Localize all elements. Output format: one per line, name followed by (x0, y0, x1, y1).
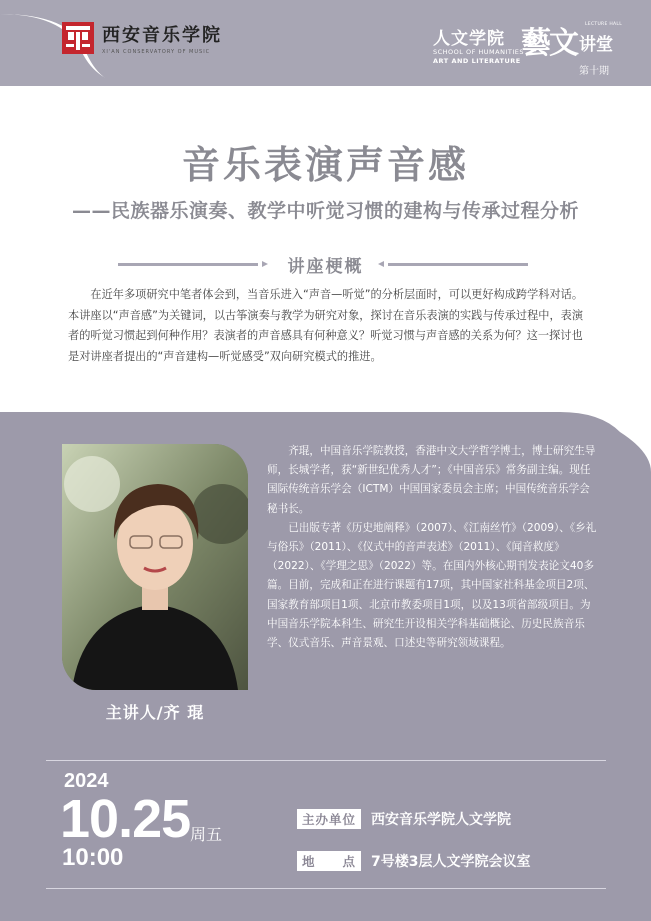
location-row (297, 850, 530, 872)
logo-chinese-name: 西安音乐学院 (102, 25, 222, 46)
logo-english-name: XI'AN CONSERVATORY OF MUSIC (102, 49, 211, 55)
lecture-title: 音乐表演声音感 (181, 143, 469, 187)
divider-line-right (388, 263, 528, 266)
location-label: 地 点 (297, 851, 361, 871)
bio-paragraph-1: 齐琨，中国音乐学院教授，香港中文大学哲学博士，博士研究生导师，长城学者，获“新世纪优秀人才”；《中国音乐》常务副主编。现任国际传统音乐学会（ICTM）中国国家委员会主席；中国传统音乐学会秘书长。 (267, 445, 596, 515)
event-time: 10:00 (62, 844, 124, 871)
organizer-label: 主办单位 (297, 809, 361, 829)
bio-paragraph-2: 已出版专著《历史地阐释》（2007）、《江南丝竹》（2009）、《乡礼与俗乐》（2011）、《仪式中的音声表述》（2011）、《闻音救度》（2022）、《学理之思》（2022）等。在国内外核心期刊发表论文40多篇。目前，完成和正在进行课题有17项，其中国家社科基金项目2项、国家教育部项目1项、北京市教委项目1项，以及13项省部级项目。为中国音乐学院本科生、研究生开设相关学科基础概论、历史民族音乐学、仪式音乐、声音景观、口述史等研究领域课程。 (267, 521, 597, 650)
lecture-hall-en: LECTURE HALL (585, 22, 623, 27)
event-year: 2024 (64, 770, 109, 792)
event-divider-top (46, 760, 606, 761)
lecture-hall-cn: 讲堂 (579, 35, 613, 55)
lecture-series-brand (423, 18, 623, 78)
school-name-en-line1: SCHOOL OF HUMANITIES (433, 48, 524, 56)
school-name-cn: 人文学院 (433, 29, 505, 49)
school-logo (60, 20, 222, 56)
abstract-heading: 讲座梗概 (287, 257, 364, 277)
issue-number: 第十期 (579, 66, 609, 77)
event-date: 10.25 (60, 789, 191, 849)
divider-arrow-right (378, 261, 384, 267)
lecture-subtitle: ——民族器乐演奏、教学中听觉习惯的建构与传承过程分析 (71, 200, 579, 222)
organizer-row (297, 808, 511, 830)
school-name-en-line2: ART AND LITERATURE (433, 57, 521, 65)
brand-yiwen: 藝文 (521, 26, 577, 61)
speaker-photo (62, 444, 248, 690)
conservatory-seal-icon (60, 20, 96, 56)
abstract-section-header (0, 252, 651, 276)
speaker-portrait-image (62, 444, 248, 690)
speaker-bio (267, 442, 599, 653)
organizer-value: 西安音乐学院人文学院 (371, 812, 511, 828)
event-divider-bottom (46, 888, 606, 889)
abstract-paragraph: 在近年多项研究中笔者体会到，当音乐进入“声音—听觉”的分析层面时，可以更好构成跨学科对话。本讲座以“声音感”为关键词，以古筝演奏与教学为研究对象，探讨在音乐表演的实践与传承过程中，表演者的听觉习惯起到何种作用？表演者的声音感具有何种意义？听觉习惯与声音感的关系为何？这一探讨也是对讲座者提出的“声音建构—听觉感受”双向研究模式的推进。 (68, 288, 584, 363)
location-value: 7号楼3层人文学院会议室 (371, 854, 531, 870)
abstract-body (68, 285, 584, 367)
event-weekday: 周五 (190, 825, 223, 844)
speaker-caption: 主讲人/齐 琨 (105, 703, 205, 722)
